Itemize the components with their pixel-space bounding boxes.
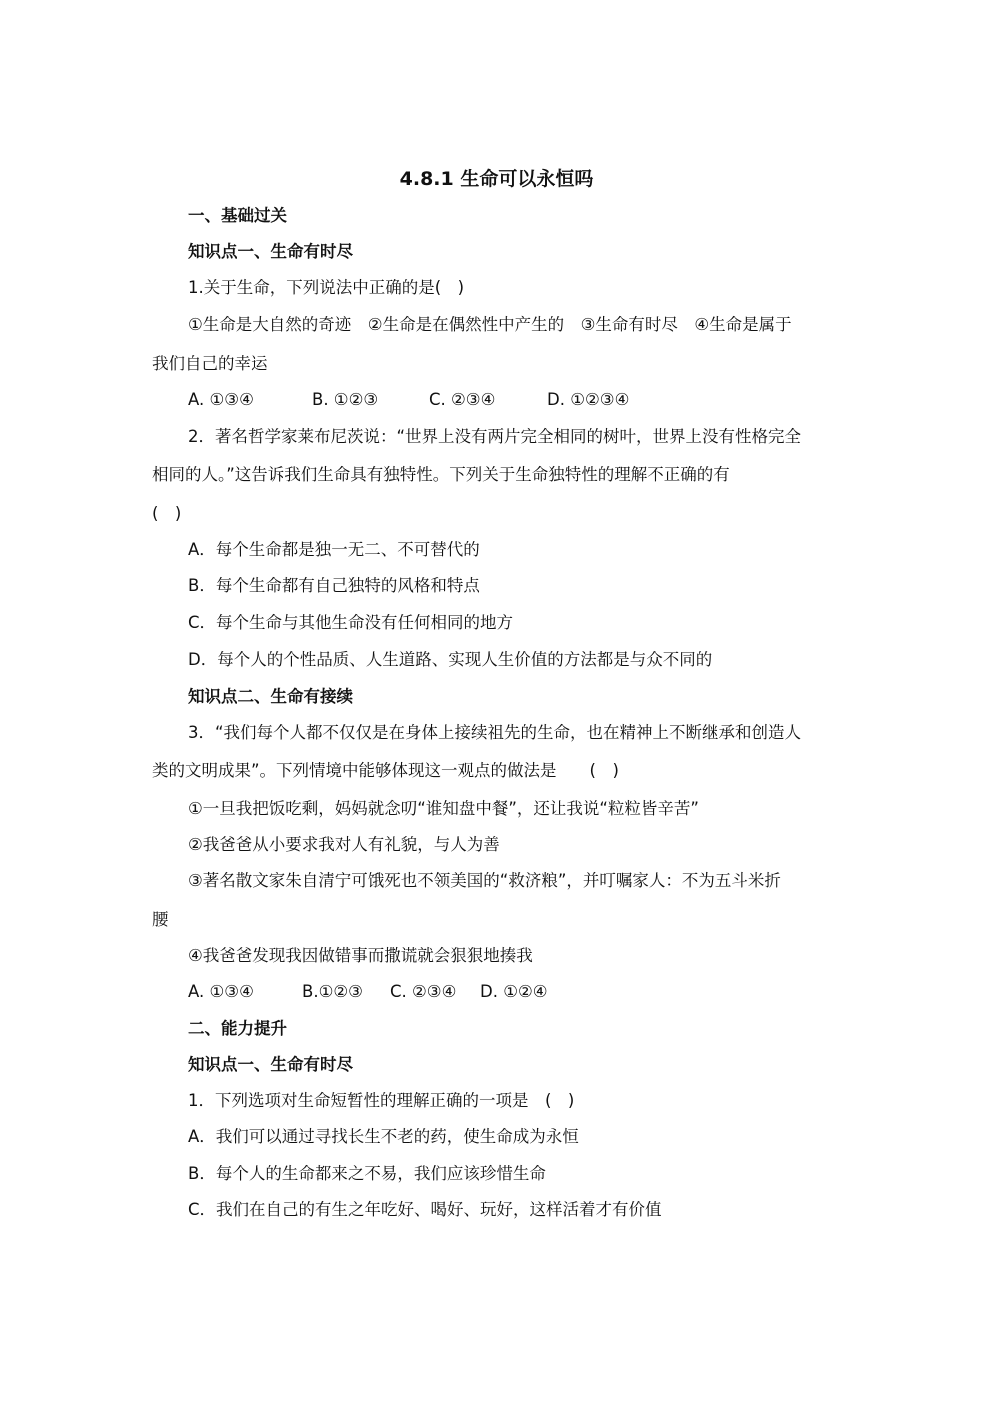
- question-2-line2: 相同的人。”这告诉我们生命具有独特性。下列关于生命独特性的理解不正确的有: [152, 465, 730, 484]
- question-3-statement-4: ④我爸爸发现我因做错事而撒谎就会狠狠地揍我: [188, 946, 533, 965]
- question-4-option-b: B．每个人的生命都来之不易，我们应该珍惜生命: [188, 1164, 546, 1183]
- question-2-option-b: B．每个生命都有自己独特的风格和特点: [188, 576, 480, 595]
- question-4-option-a: A．我们可以通过寻找长生不老的药，使生命成为永恒: [188, 1127, 579, 1146]
- knowledge-point-heading: 知识点一、生命有时尽: [188, 242, 353, 261]
- page-title: 4.8.1 生命可以永恒吗: [399, 168, 594, 190]
- question-3-statement-3-cont: 腰: [152, 910, 169, 929]
- question-3-statement-2: ②我爸爸从小要求我对人有礼貌，与人为善: [188, 835, 500, 854]
- question-3-statement-1: ①一旦我把饭吃剩，妈妈就念叨“谁知盘中餐”，还让我说“粒粒皆辛苦”: [188, 799, 699, 818]
- question-1-stem: 1.关于生命，下列说法中正确的是( ): [188, 278, 465, 297]
- knowledge-point-heading: 知识点一、生命有时尽: [188, 1055, 353, 1074]
- question-1-options: [188, 389, 629, 411]
- option-c: C. ②③④: [390, 982, 457, 1001]
- question-3-line2: 类的文明成果”。下列情境中能够体现这一观点的做法是 ( ): [152, 761, 619, 780]
- question-4-stem: 1．下列选项对生命短暂性的理解正确的一项是 ( ): [188, 1091, 575, 1110]
- option-b: B.①②③: [302, 982, 363, 1001]
- option-b: B. ①②③: [312, 390, 379, 409]
- question-2-option-a: A．每个生命都是独一无二、不可替代的: [188, 540, 480, 559]
- question-2-line1: 2．著名哲学家莱布尼茨说：“世界上没有两片完全相同的树叶，世界上没有性格完全: [188, 427, 802, 446]
- question-3-statement-3: ③著名散文家朱自清宁可饿死也不领美国的“救济粮”，并叮嘱家人：不为五斗米折: [188, 871, 781, 890]
- question-2-option-c: C．每个生命与其他生命没有任何相同的地方: [188, 613, 514, 632]
- question-4-option-c: C．我们在自己的有生之年吃好、喝好、玩好，这样活着才有价值: [188, 1200, 662, 1219]
- question-3-line1: 3．“我们每个人都不仅仅是在身体上接续祖先的生命，也在精神上不断继承和创造人: [188, 723, 802, 742]
- option-c: C. ②③④: [429, 390, 496, 409]
- question-1-statements: ①生命是大自然的奇迹 ②生命是在偶然性中产生的 ③生命有时尽 ④生命是属于: [188, 315, 792, 334]
- section-heading-advanced: 二、能力提升: [188, 1019, 287, 1038]
- question-2-option-d: D．每个人的个性品质、人生道路、实现人生价值的方法都是与众不同的: [188, 650, 713, 669]
- knowledge-point-heading: 知识点二、生命有接续: [188, 687, 353, 706]
- option-d: D. ①②④: [480, 982, 548, 1001]
- option-a: A. ①③④: [188, 390, 254, 409]
- section-heading-basic: 一、基础过关: [188, 206, 287, 225]
- question-2-bracket: ( ): [152, 504, 182, 523]
- option-d: D. ①②③④: [547, 390, 630, 409]
- question-3-options: [188, 981, 548, 1003]
- option-a: A. ①③④: [188, 982, 254, 1001]
- question-1-statements-cont: 我们自己的幸运: [152, 354, 268, 373]
